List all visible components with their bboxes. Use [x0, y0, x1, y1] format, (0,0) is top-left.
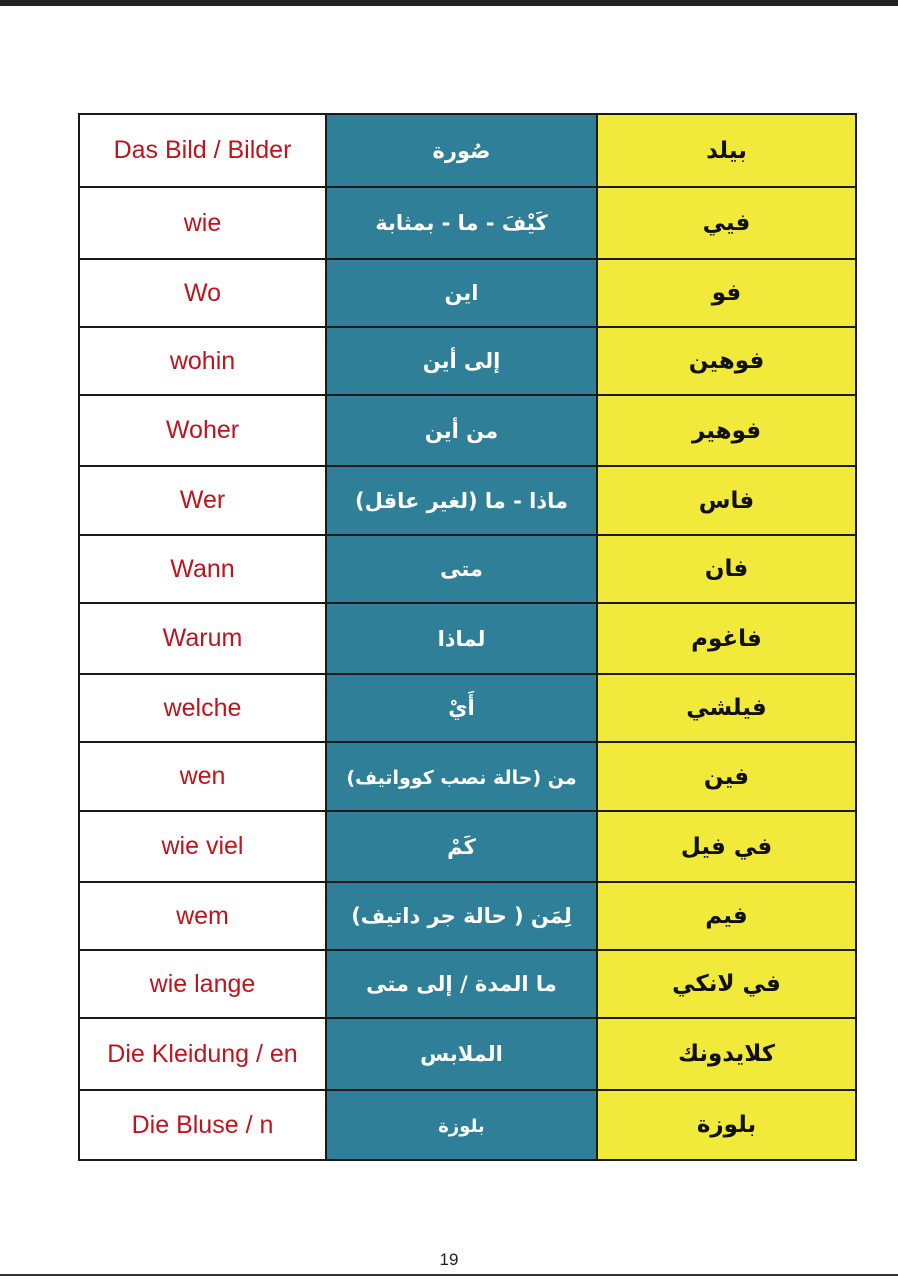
table-row — [79, 187, 856, 259]
german-word-cell — [79, 1090, 326, 1160]
transliteration-cell — [597, 535, 856, 603]
table-row — [79, 1018, 856, 1090]
german-word-cell — [79, 882, 326, 950]
arabic-meaning-cell — [326, 1090, 597, 1160]
german-word: wem — [176, 901, 229, 930]
transliteration-cell — [597, 187, 856, 259]
german-word-cell — [79, 535, 326, 603]
transliteration-cell — [597, 466, 856, 535]
arabic-meaning: من (حالة نصب كوواتيف) — [346, 766, 577, 789]
german-word-cell — [79, 742, 326, 811]
table-row — [79, 603, 856, 674]
arabic-meaning: صُورة — [432, 138, 491, 163]
bottom-divider — [0, 1274, 898, 1276]
german-word: Die Kleidung / en — [107, 1039, 298, 1068]
transliteration: فيي — [702, 210, 751, 236]
german-word-cell — [79, 950, 326, 1018]
transliteration: بيلد — [706, 137, 747, 164]
german-word-cell — [79, 674, 326, 742]
transliteration-cell — [597, 811, 856, 882]
vocabulary-table — [78, 113, 857, 1161]
arabic-meaning-cell — [326, 187, 597, 259]
transliteration: في لانكي — [672, 971, 781, 997]
arabic-meaning-cell — [326, 950, 597, 1018]
page-number: 19 — [439, 1250, 459, 1269]
arabic-meaning: لِمَن ( حالة جر داتيف) — [351, 904, 572, 928]
arabic-meaning: كَيْفَ - ما - بمثابة — [375, 211, 548, 235]
table-row — [79, 950, 856, 1018]
transliteration: فين — [703, 763, 750, 790]
arabic-meaning: ماذا - ما (لغير عاقل) — [354, 488, 568, 513]
german-word: wie viel — [161, 832, 244, 860]
table-row — [79, 114, 856, 187]
arabic-meaning: اين — [444, 281, 479, 305]
transliteration-cell — [597, 1018, 856, 1090]
german-word: welche — [163, 693, 242, 722]
transliteration-cell — [597, 674, 856, 742]
transliteration: بلوزة — [696, 1112, 757, 1138]
transliteration-cell — [597, 327, 856, 395]
german-word: Wer — [179, 486, 226, 514]
german-word: Wann — [170, 554, 235, 583]
transliteration: في فيل — [680, 833, 773, 860]
german-word-cell — [79, 187, 326, 259]
arabic-meaning: من أين — [424, 418, 499, 443]
transliteration-cell — [597, 1090, 856, 1160]
transliteration-cell — [597, 259, 856, 327]
german-word-cell — [79, 327, 326, 395]
arabic-meaning-cell — [326, 811, 597, 882]
transliteration-cell — [597, 395, 856, 466]
arabic-meaning: الملابس — [420, 1042, 503, 1066]
table-row — [79, 811, 856, 882]
german-word-cell — [79, 114, 326, 187]
transliteration: فو — [711, 280, 742, 306]
german-word-cell — [79, 603, 326, 674]
table-row — [79, 259, 856, 327]
arabic-meaning: أَيْ — [448, 696, 475, 720]
german-word: wie — [183, 208, 222, 237]
arabic-meaning: لماذا — [437, 626, 486, 651]
arabic-meaning-cell — [326, 259, 597, 327]
german-word: Wo — [183, 278, 222, 307]
transliteration-cell — [597, 950, 856, 1018]
arabic-meaning-cell — [326, 114, 597, 187]
arabic-meaning: ما المدة / إلى متى — [366, 972, 557, 996]
table-row — [79, 466, 856, 535]
transliteration: فاغوم — [691, 625, 762, 652]
transliteration-cell — [597, 882, 856, 950]
transliteration-cell — [597, 742, 856, 811]
arabic-meaning-cell — [326, 535, 597, 603]
german-word-cell — [79, 466, 326, 535]
transliteration: فوهير — [691, 417, 762, 444]
arabic-meaning-cell — [326, 1018, 597, 1090]
german-word: Warum — [162, 624, 243, 652]
transliteration: فيلشي — [686, 695, 767, 721]
table-row — [79, 535, 856, 603]
arabic-meaning: بلوزة — [438, 1116, 485, 1137]
table-row — [79, 882, 856, 950]
transliteration: فيم — [705, 903, 748, 929]
vocabulary-table-body — [79, 114, 856, 1160]
table-row — [79, 674, 856, 742]
transliteration-cell — [597, 114, 856, 187]
top-bar — [0, 0, 898, 6]
arabic-meaning: كَمْ — [447, 834, 476, 859]
german-word-cell — [79, 259, 326, 327]
german-word: wen — [179, 762, 226, 790]
transliteration-cell — [597, 603, 856, 674]
arabic-meaning-cell — [326, 742, 597, 811]
german-word-cell — [79, 811, 326, 882]
arabic-meaning-cell — [326, 327, 597, 395]
transliteration: فوهين — [688, 348, 765, 374]
arabic-meaning-cell — [326, 882, 597, 950]
arabic-meaning-cell — [326, 395, 597, 466]
german-word: Das Bild / Bilder — [113, 136, 292, 164]
german-word-cell — [79, 1018, 326, 1090]
german-word: Die Bluse / n — [131, 1110, 274, 1139]
arabic-meaning: إلى أين — [422, 349, 501, 373]
table-row — [79, 1090, 856, 1160]
table-row — [79, 742, 856, 811]
german-word-cell — [79, 395, 326, 466]
table-row — [79, 395, 856, 466]
arabic-meaning-cell — [326, 674, 597, 742]
german-word: Woher — [165, 416, 240, 444]
transliteration: فان — [704, 556, 749, 582]
transliteration: كلايدونك — [677, 1041, 776, 1067]
arabic-meaning: متى — [440, 557, 483, 581]
arabic-meaning-cell — [326, 466, 597, 535]
table-row — [79, 327, 856, 395]
transliteration: فاس — [698, 487, 755, 514]
german-word: wohin — [169, 346, 236, 375]
arabic-meaning-cell — [326, 603, 597, 674]
german-word: wie lange — [149, 969, 256, 998]
